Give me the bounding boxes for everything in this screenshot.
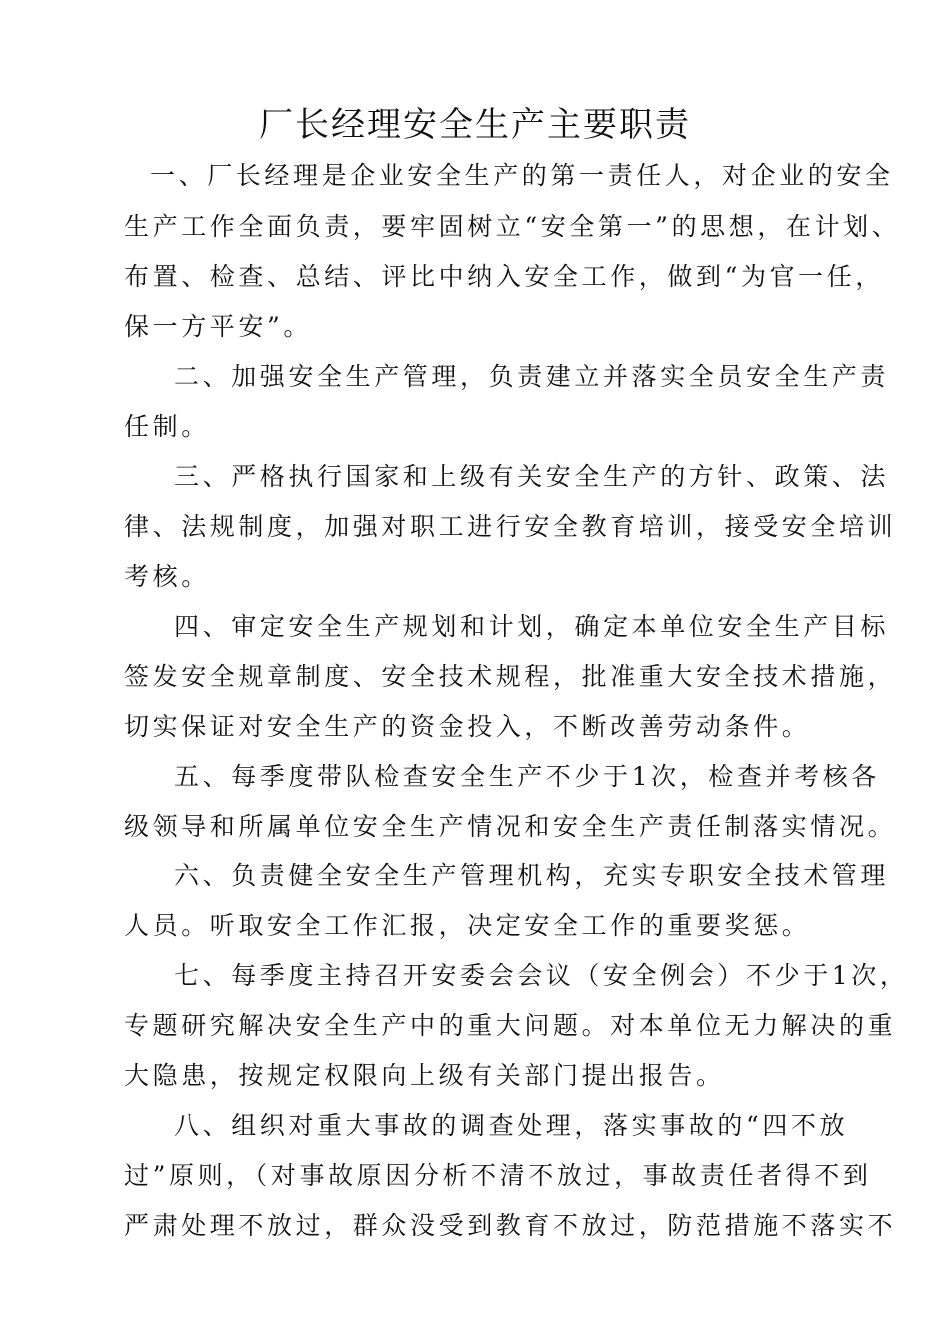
paragraph-1-line-1: 一、厂长经理是企业安全生产的第一责任人，对企业的安全 bbox=[150, 161, 894, 190]
paragraph-3-line-1: 三、严格执行国家和上级有关安全生产的方针、政策、法 bbox=[174, 462, 890, 491]
paragraph-4-line-2: 签发安全规章制度、安全技术规程，批准重大安全技术措施， bbox=[124, 662, 897, 691]
paragraph-3-line-3: 考核。 bbox=[124, 562, 210, 591]
paragraph-6-line-1: 六、负责健全安全生产管理机构，充实专职安全技术管理 bbox=[174, 861, 890, 890]
paragraph-2-line-2: 任制。 bbox=[124, 412, 210, 441]
paragraph-8-line-2: 过”原则，（对事故原因分析不清不放过，事故责任者得不到 bbox=[124, 1161, 872, 1190]
paragraph-8-line-3: 严肃处理不放过，群众没受到教育不放过，防范措施不落实不 bbox=[124, 1211, 897, 1240]
document-title: 厂长经理安全生产主要职责 bbox=[259, 105, 691, 145]
paragraph-2-line-1: 二、加强安全生产管理，负责建立并落实全员安全生产责 bbox=[174, 362, 890, 391]
paragraph-1-line-3: 布置、检查、总结、评比中纳入安全工作，做到“为官一任， bbox=[124, 262, 884, 291]
paragraph-5-line-1: 五、每季度带队检查安全生产不少于1次，检查并考核各 bbox=[174, 762, 880, 791]
paragraph-7-line-3: 大隐患，按规定权限向上级有关部门提出报告。 bbox=[124, 1061, 725, 1090]
paragraph-3-line-2: 律、法规制度，加强对职工进行安全教育培训，接受安全培训 bbox=[124, 512, 897, 541]
paragraph-1-line-2: 生产工作全面负责，要牢固树立“安全第一”的思想，在计划、 bbox=[124, 212, 901, 241]
paragraph-7-line-2: 专题研究解决安全生产中的重大问题。对本单位无力解决的重 bbox=[124, 1011, 897, 1040]
paragraph-4-line-1: 四、审定安全生产规划和计划，确定本单位安全生产目标 bbox=[174, 612, 890, 641]
paragraph-8-line-1: 八、组织对重大事故的调查处理，落实事故的“四不放 bbox=[174, 1111, 849, 1140]
paragraph-6-line-2: 人员。听取安全工作汇报，决定安全工作的重要奖惩。 bbox=[124, 911, 811, 940]
paragraph-4-line-3: 切实保证对安全生产的资金投入，不断改善劳动条件。 bbox=[124, 712, 811, 741]
paragraph-5-line-2: 级领导和所属单位安全生产情况和安全生产责任制落实情况。 bbox=[124, 812, 897, 841]
paragraph-7-line-1: 七、每季度主持召开安委会会议（安全例会）不少于1次， bbox=[174, 961, 909, 990]
paragraph-1-line-4: 保一方平安”。 bbox=[124, 312, 312, 341]
